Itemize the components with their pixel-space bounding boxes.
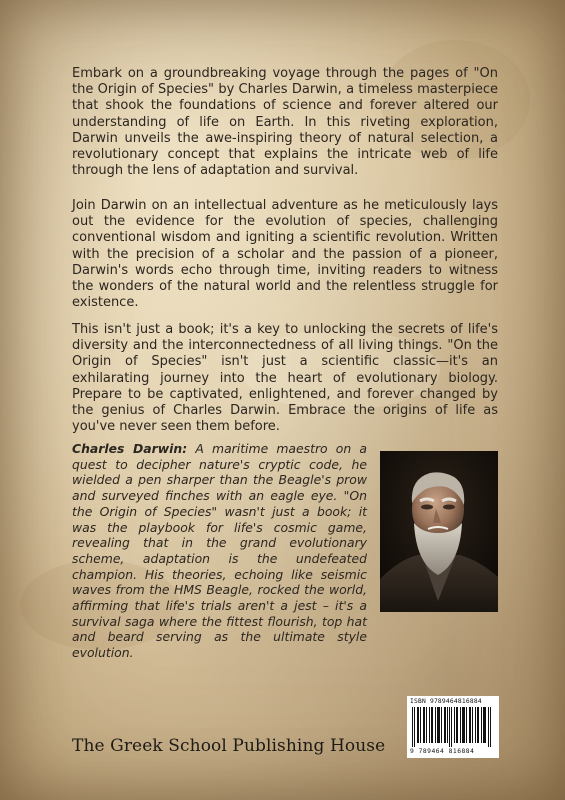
isbn-label: ISBN 9789464816884 — [410, 698, 482, 705]
description-paragraph-1: Embark on a groundbreaking voyage through the pages of "On the Origin of Species" by Charles Darwin, a timeless masterpiece that shook the foundations of science and forever altered our understanding of life on Earth. In this riveting exploration, Darwin unveils the awe-inspiring theory of natural selection, a revolutionary concept that explains the intricate web of life through the lens of adaptation and survival. — [72, 66, 498, 179]
barcode — [407, 696, 499, 758]
author-portrait — [380, 451, 498, 612]
author-bio-name: Charles Darwin: — [72, 441, 188, 456]
author-bio — [72, 441, 367, 661]
barcode-bars — [410, 707, 496, 747]
barcode-digits: 9 789464 816884 — [410, 748, 475, 755]
publisher-name: The Greek School Publishing House — [72, 736, 386, 756]
description-paragraph-3: This isn't just a book; it's a key to unlocking the secrets of life's diversity and the interconnectedness of all living things. "On the Origin of Species" isn't just a scientific classic—it's an exhilarating journey into the heart of evolutionary biology. Prepare to be captivated, enlightened, and forever changed by the genius of Charles Darwin. Embrace the origins of life as you've never seen them before. — [72, 322, 498, 435]
author-portrait-image — [380, 451, 498, 612]
description-paragraph-2: Join Darwin on an intellectual adventure as he meticulously lays out the evidence for the evolution of species, challenging conventional wisdom and igniting a scientific revolution. Written with the precision of a scholar and the passion of a pioneer, Darwin's words echo through time, inviting readers to witness the wonders of the natural world and the relentless struggle for existence. — [72, 198, 498, 311]
author-bio-text: A maritime maestro on a quest to decipher nature's cryptic code, he wielded a pen sharper than the Beagle's prow and surveyed finches with an eagle eye. "On the Origin of Species" wasn't just a book; it was the playbook for life's cosmic game, revealing that in the grand evolutionary scheme, adaptation is the undefeated champion. His theories, echoing like seismic waves from the HMS Beagle, rocked the world, affirming that life's trials aren't a jest – it's a survival saga where the fittest flourish, top hat and beard serving as the ultimate style evolution. — [72, 441, 367, 661]
